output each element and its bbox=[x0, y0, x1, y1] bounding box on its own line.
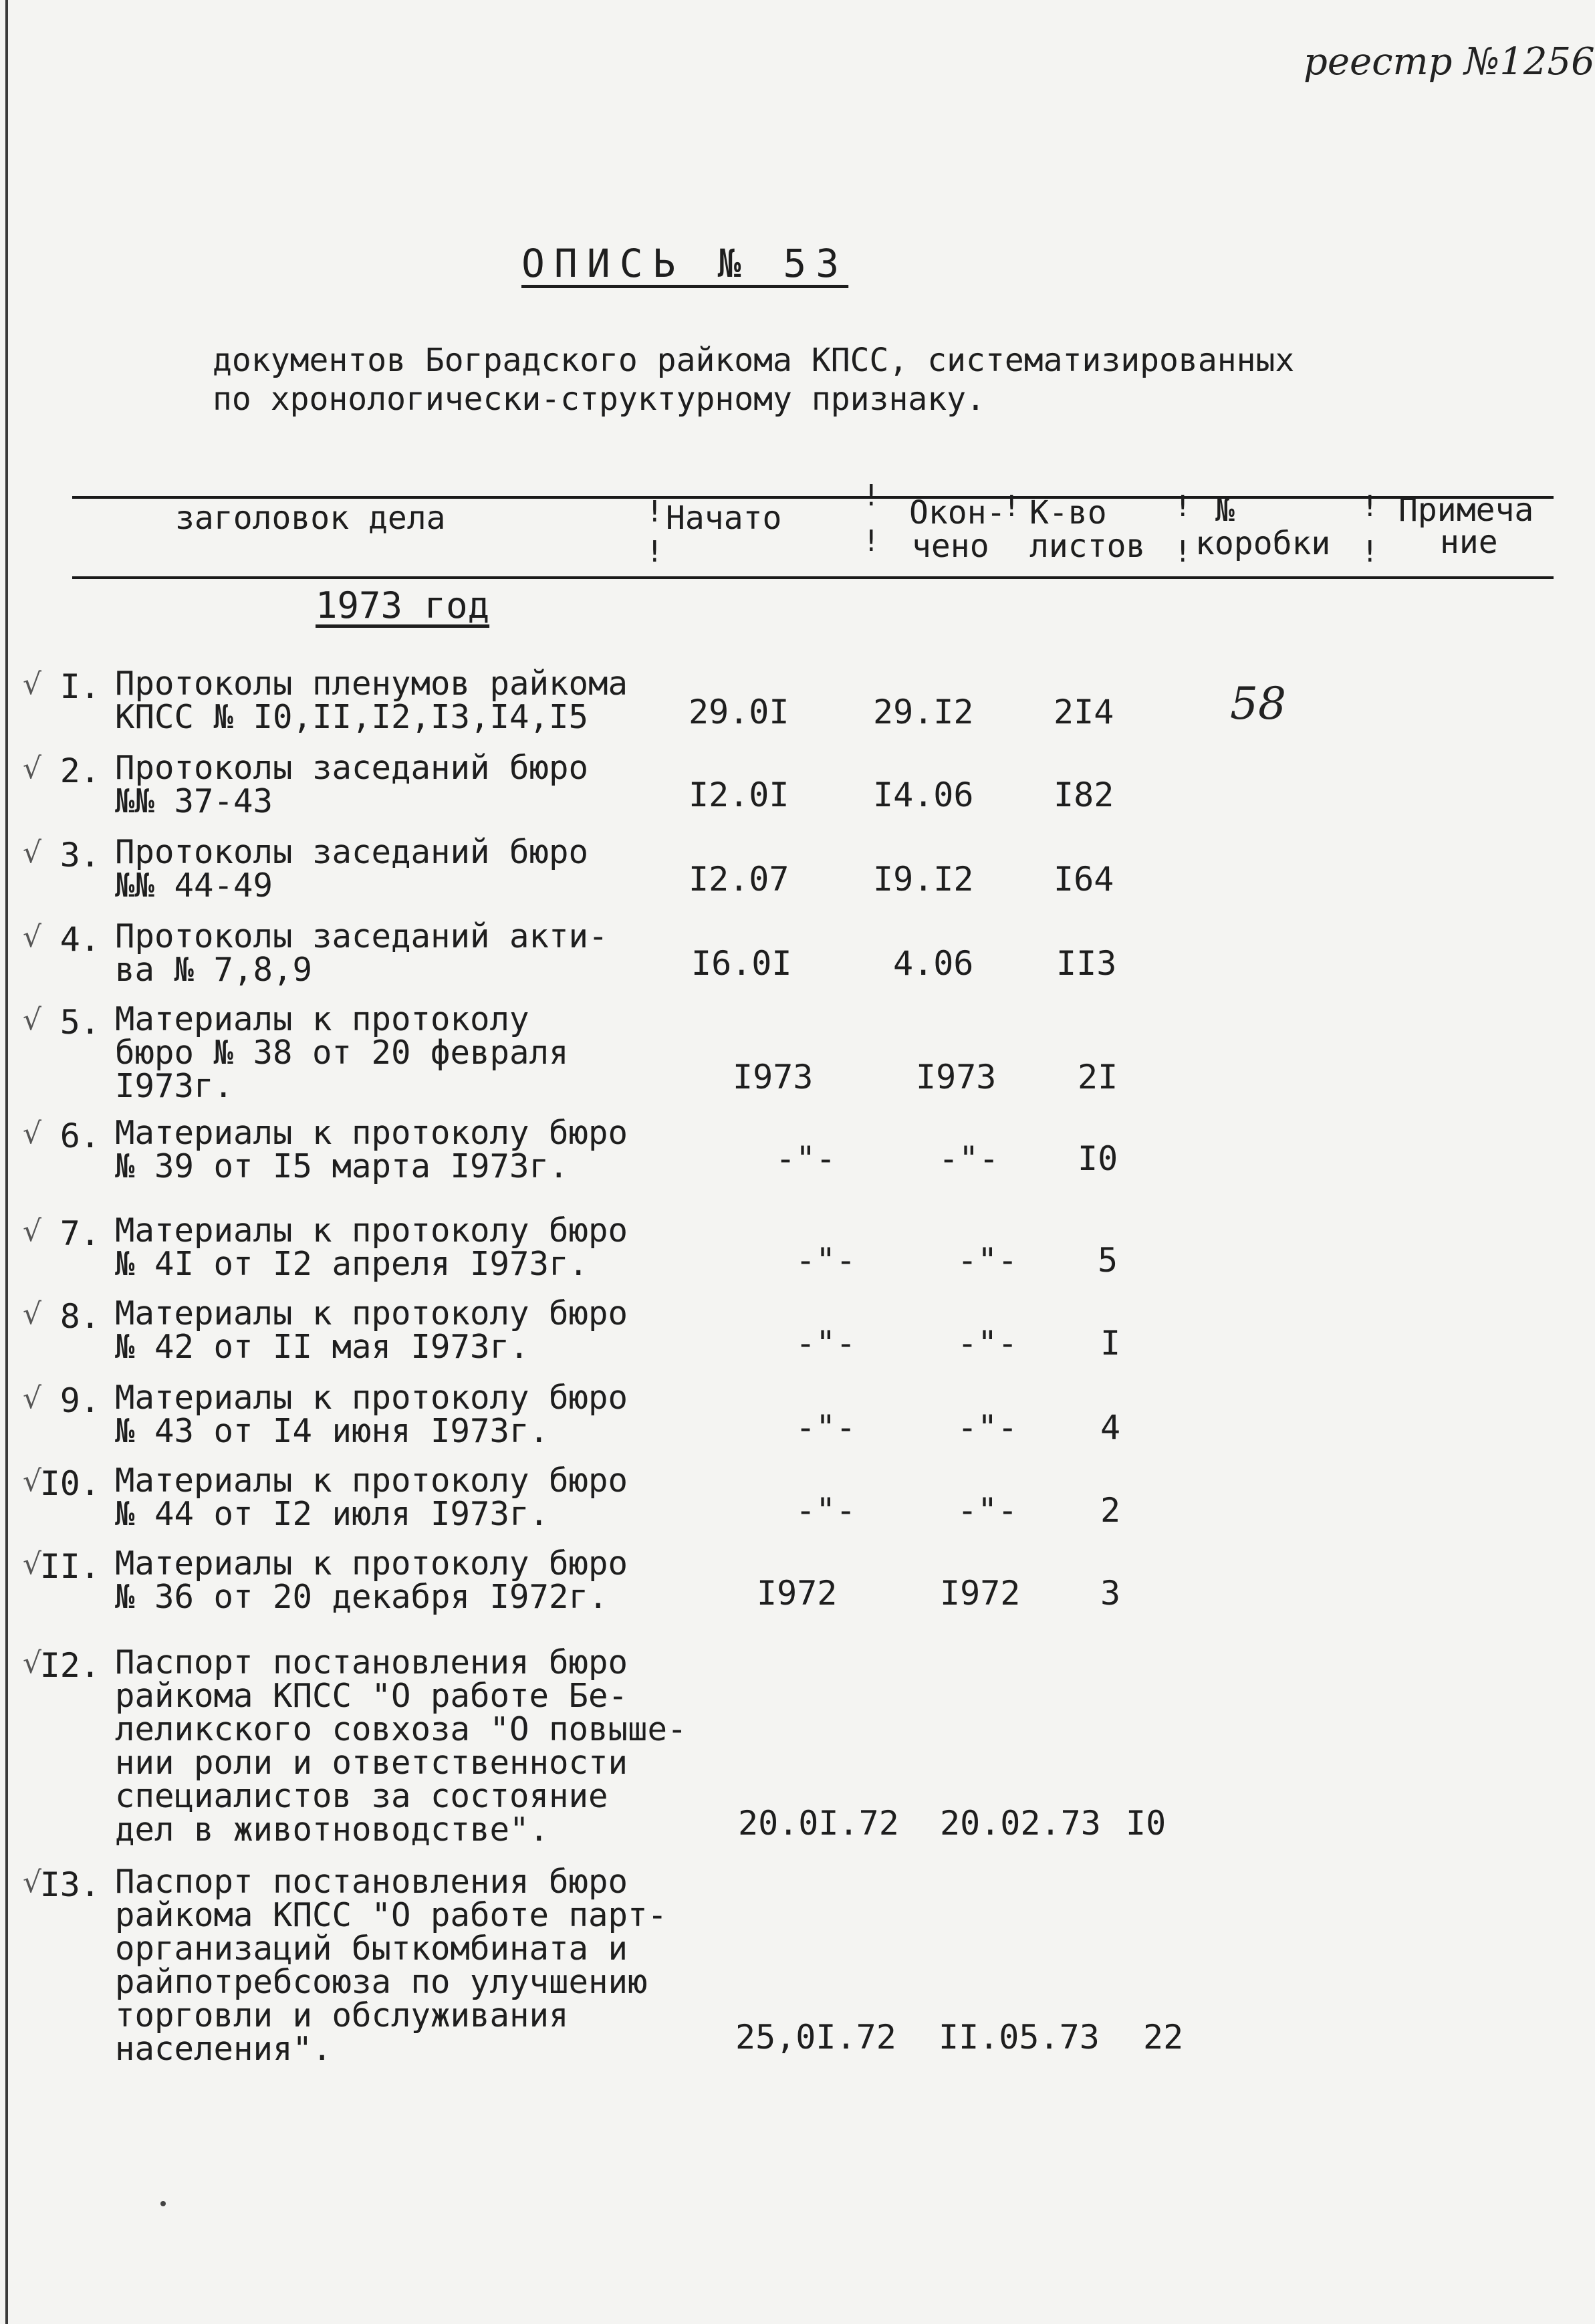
check-mark-icon: √ bbox=[23, 1003, 42, 1037]
item-sheets: 4 bbox=[1100, 1408, 1121, 1447]
register-note: реестр №1256 bbox=[1304, 40, 1595, 84]
item-number: I2. bbox=[39, 1646, 100, 1685]
item-number: 4. bbox=[59, 920, 100, 959]
item-end: 4.06 bbox=[893, 944, 974, 983]
item-start: I2.07 bbox=[689, 860, 789, 899]
item-start: 29.0I bbox=[689, 693, 789, 731]
item-end: I4.06 bbox=[873, 776, 974, 814]
check-mark-icon: √ bbox=[23, 1646, 42, 1680]
item-sheets: I0 bbox=[1078, 1139, 1118, 1178]
check-mark-icon: √ bbox=[23, 920, 42, 954]
header-separator: ! bbox=[1361, 489, 1379, 524]
header-separator: ! bbox=[1174, 535, 1192, 569]
header-top-rule bbox=[72, 496, 1554, 499]
item-end: -"- bbox=[939, 1139, 999, 1178]
check-mark-icon: √ bbox=[23, 1547, 42, 1581]
header-bottom-rule bbox=[72, 576, 1554, 579]
check-mark-icon: √ bbox=[23, 667, 42, 701]
item-sheets: 3 bbox=[1100, 1574, 1121, 1613]
check-mark-icon: √ bbox=[23, 1865, 42, 1899]
item-end: -"- bbox=[957, 1491, 1018, 1530]
header-separator: ! bbox=[862, 479, 880, 513]
item-sheets: 5 bbox=[1098, 1241, 1118, 1280]
item-title: Протоколы заседаний бюро №№ 44-49 bbox=[115, 833, 589, 905]
inventory-subtitle-line-1: документов Боградского райкома КПСС, систематизированных bbox=[213, 342, 1295, 379]
item-start: I2.0I bbox=[689, 776, 789, 814]
item-start: -"- bbox=[795, 1408, 856, 1447]
item-title: Материалы к протоколу бюро № 38 от 20 февраля I973г. bbox=[115, 1000, 569, 1105]
item-end: -"- bbox=[957, 1408, 1018, 1447]
item-start: I973 bbox=[733, 1058, 814, 1096]
header-end-col-line-1: Окон- bbox=[909, 494, 1006, 532]
item-end: II.05.73 bbox=[939, 2018, 1100, 2057]
item-end: -"- bbox=[957, 1241, 1018, 1280]
item-title: Материалы к протоколу бюро № 42 от II мая I973г. bbox=[115, 1294, 628, 1366]
item-number: 8. bbox=[59, 1297, 100, 1336]
item-title: Паспорт постановления бюро райкома КПСС "О работе парт- организаций быткомбината и райпотребсоюза по улучшению торговли и обслуживания населения". bbox=[115, 1863, 668, 2068]
header-separator: ! bbox=[1361, 535, 1379, 569]
item-start: -"- bbox=[795, 1324, 856, 1363]
header-separator: ! bbox=[646, 535, 664, 569]
item-start: -"- bbox=[775, 1139, 836, 1178]
item-number: 3. bbox=[59, 836, 100, 875]
item-title: Протоколы заседаний бюро №№ 37-43 bbox=[115, 749, 589, 820]
header-separator: ! bbox=[1003, 489, 1021, 524]
header-note-col-line-2: ние bbox=[1440, 524, 1498, 561]
header-sheets-col-line-1: К-во bbox=[1029, 494, 1107, 532]
item-number: I0. bbox=[39, 1464, 100, 1503]
item-start: -"- bbox=[795, 1241, 856, 1280]
check-mark-icon: √ bbox=[23, 1117, 42, 1151]
item-sheets: I82 bbox=[1054, 776, 1114, 814]
check-mark-icon: √ bbox=[23, 836, 42, 870]
item-number: II. bbox=[39, 1547, 100, 1586]
header-box-col-line-1: № bbox=[1215, 491, 1235, 529]
item-title: Протоколы пленумов райкома КПСС № I0,II,I2,I3,I4,I5 bbox=[115, 665, 628, 736]
header-start-col: Начато bbox=[666, 499, 782, 537]
item-title: Паспорт постановления бюро райкома КПСС "О работе Бе- леликского совхоза "О повыше- нии роли и ответственности специалистов за состояние дел в животноводстве". bbox=[115, 1643, 687, 1849]
header-note-col-line-1: Примеча bbox=[1398, 491, 1534, 529]
item-end: 20.02.73 bbox=[940, 1804, 1101, 1843]
header-separator: ! bbox=[1174, 489, 1192, 524]
item-title: Материалы к протоколу бюро № 43 от I4 июня I973г. bbox=[115, 1379, 628, 1450]
item-number: 5. bbox=[59, 1003, 100, 1042]
item-sheets: 2 bbox=[1100, 1491, 1121, 1530]
check-mark-icon: √ bbox=[23, 751, 42, 786]
item-end: 29.I2 bbox=[873, 693, 974, 731]
item-title: Материалы к протоколу бюро № 36 от 20 декабря I972г. bbox=[115, 1544, 628, 1616]
item-number: 7. bbox=[59, 1214, 100, 1253]
inventory-subtitle-line-2: по хронологически-структурному признаку. bbox=[213, 380, 985, 418]
item-end: I9.I2 bbox=[873, 860, 974, 899]
header-box-col-line-2: коробки bbox=[1195, 525, 1331, 562]
year-heading: 1973 год bbox=[316, 584, 490, 626]
item-number: I. bbox=[59, 667, 100, 706]
item-title: Материалы к протоколу бюро № 44 от I2 июля I973г. bbox=[115, 1462, 628, 1533]
item-box: 58 bbox=[1230, 678, 1286, 729]
item-number: 2. bbox=[59, 751, 100, 790]
header-sheets-col-line-2: листов bbox=[1029, 528, 1146, 565]
item-end: -"- bbox=[957, 1324, 1018, 1363]
header-end-col-line-2: чено bbox=[912, 528, 989, 565]
check-mark-icon: √ bbox=[23, 1214, 42, 1248]
item-number: 6. bbox=[59, 1117, 100, 1155]
item-start: -"- bbox=[795, 1491, 856, 1530]
item-start: 20.0I.72 bbox=[738, 1804, 899, 1843]
header-separator: ! bbox=[646, 495, 664, 529]
item-end: I972 bbox=[940, 1574, 1021, 1613]
item-end: I973 bbox=[916, 1058, 997, 1096]
item-sheets: II3 bbox=[1056, 944, 1117, 983]
header-title-col: заголовок дела bbox=[175, 499, 446, 537]
header-separator: ! bbox=[862, 524, 880, 558]
item-sheets: I bbox=[1100, 1324, 1121, 1363]
check-mark-icon: √ bbox=[23, 1464, 42, 1498]
item-title: Материалы к протоколу бюро № 4I от I2 апреля I973г. bbox=[115, 1211, 628, 1283]
item-sheets: I64 bbox=[1054, 860, 1114, 899]
item-sheets: I0 bbox=[1126, 1804, 1167, 1843]
item-sheets: 2I4 bbox=[1054, 693, 1114, 731]
inventory-title: ОПИСЬ № 53 bbox=[521, 241, 849, 286]
item-sheets: 22 bbox=[1143, 2018, 1184, 2057]
item-start: 25,0I.72 bbox=[735, 2018, 896, 2057]
punch-hole-mark bbox=[160, 2201, 166, 2206]
check-mark-icon: √ bbox=[23, 1381, 42, 1415]
item-start: I6.0I bbox=[691, 944, 792, 983]
item-number: I3. bbox=[39, 1865, 100, 1904]
item-sheets: 2I bbox=[1078, 1058, 1118, 1096]
check-mark-icon: √ bbox=[23, 1297, 42, 1331]
item-title: Протоколы заседаний акти- ва № 7,8,9 bbox=[115, 917, 608, 989]
item-number: 9. bbox=[59, 1381, 100, 1420]
page-left-edge bbox=[5, 0, 8, 2324]
item-title: Материалы к протоколу бюро № 39 от I5 марта I973г. bbox=[115, 1114, 628, 1185]
item-start: I972 bbox=[757, 1574, 838, 1613]
